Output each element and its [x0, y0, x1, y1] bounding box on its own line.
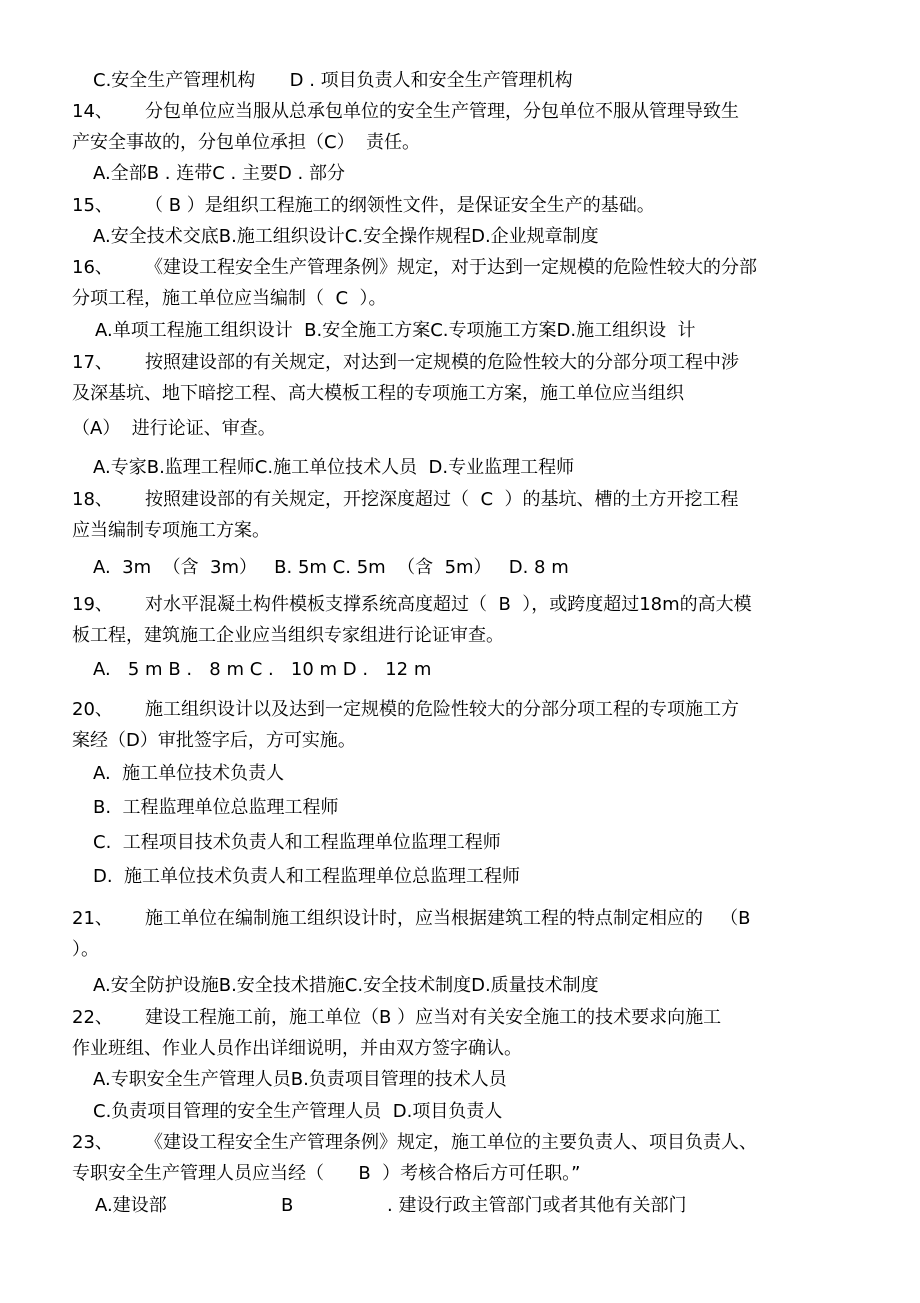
q20-number: 20、	[72, 699, 113, 720]
q14-options: A.全部B . 连带C . 主要D . 部分	[93, 163, 345, 184]
q22-options-line1: A.专职安全生产管理人员B.负责项目管理的技术人员	[93, 1069, 507, 1090]
q19-number: 19、	[72, 594, 113, 615]
q17-text-line3: （A） 进行论证、审查。	[72, 418, 276, 439]
q19-text-line2: 板工程，建筑施工企业应当组织专家组进行论证审查。	[72, 625, 504, 646]
q17-text-line2: 及深基坑、地下暗挖工程、高大模板工程的专项施工方案，施工单位应当组织	[72, 383, 684, 404]
q17-text-line1: 按照建设部的有关规定，对达到一定规模的危险性较大的分部分项工程中涉	[145, 352, 739, 373]
q22-text-line1: 建设工程施工前，施工单位（B ）应当对有关安全施工的技术要求向施工	[145, 1007, 722, 1028]
q23-option-b: B	[281, 1195, 294, 1216]
q17-options: A.专家B.监理工程师C.施工单位技术人员 D.专业监理工程师	[93, 457, 575, 478]
q23-option-a: A.建设部	[95, 1195, 167, 1216]
q17-number: 17、	[72, 352, 113, 373]
q16-options: A.单项工程施工组织设计 B.安全施工方案C.专项施工方案D.施工组织设 计	[95, 320, 696, 341]
q23-option-b-text: . 建设行政主管部门或者其他有关部门	[387, 1195, 687, 1216]
q21-options: A.安全防护设施B.安全技术措施C.安全技术制度D.质量技术制度	[93, 975, 599, 996]
q22-text-line2: 作业班组、作业人员作出详细说明，并由双方签字确认。	[72, 1038, 522, 1059]
q14-text-line1: 分包单位应当服从总承包单位的安全生产管理，分包单位不服从管理导致生	[145, 101, 739, 122]
q15-text-line1: （ B ）是组织工程施工的纲领性文件，是保证安全生产的基础。	[145, 195, 655, 216]
q13-options-line: C.安全生产管理机构 D . 项目负责人和安全生产管理机构	[93, 70, 573, 91]
q20-option-c: C. 工程项目技术负责人和工程监理单位监理工程师	[93, 832, 501, 853]
q19-options: A. 5 m B . 8 m C . 10 m D . 12 m	[93, 659, 432, 680]
q20-text-line1: 施工组织设计以及达到一定规模的危险性较大的分部分项工程的专项施工方	[145, 699, 739, 720]
q14-number: 14、	[72, 101, 113, 122]
q18-text-line2: 应当编制专项施工方案。	[72, 520, 270, 541]
q21-text-line2: ）。	[72, 939, 99, 960]
q18-text-line1: 按照建设部的有关规定，开挖深度超过（ C ）的基坑、槽的土方开挖工程	[145, 489, 739, 510]
q20-option-b: B. 工程监理单位总监理工程师	[93, 797, 339, 818]
q18-options: A. 3m （含 3m） B. 5m C. 5m （含 5m） D. 8 m	[93, 557, 569, 578]
q22-options-line2: C.负责项目管理的安全生产管理人员 D.项目负责人	[93, 1101, 503, 1122]
q15-number: 15、	[72, 195, 113, 216]
q21-number: 21、	[72, 908, 113, 929]
q20-option-a: A. 施工单位技术负责人	[93, 763, 285, 784]
q21-text-line1: 施工单位在编制施工组织设计时，应当根据建筑工程的特点制定相应的 （B	[145, 908, 751, 929]
q16-number: 16、	[72, 257, 113, 278]
q23-number: 23、	[72, 1132, 113, 1153]
q22-number: 22、	[72, 1007, 113, 1028]
q19-text-line1: 对水平混凝土构件模板支撑系统高度超过（ B ），或跨度超过18m的高大模	[145, 594, 752, 615]
q14-text-line2: 产安全事故的，分包单位承担（C） 责任。	[72, 132, 421, 153]
q16-text-line2: 分项工程，施工单位应当编制（ C ）。	[72, 288, 387, 309]
q20-option-d: D. 施工单位技术负责人和工程监理单位总监理工程师	[93, 866, 521, 887]
q16-text-line1: 《建设工程安全生产管理条例》规定，对于达到一定规模的危险性较大的分部	[145, 257, 757, 278]
q23-text-line2: 专职安全生产管理人员应当经（ B ）考核合格后方可任职。”	[72, 1163, 581, 1184]
q20-text-line2: 案经（D）审批签字后，方可实施。	[72, 730, 356, 751]
q23-text-line1: 《建设工程安全生产管理条例》规定，施工单位的主要负责人、项目负责人、	[145, 1132, 757, 1153]
q18-number: 18、	[72, 489, 113, 510]
q15-options: A.安全技术交底B.施工组织设计C.安全操作规程D.企业规章制度	[93, 226, 599, 247]
